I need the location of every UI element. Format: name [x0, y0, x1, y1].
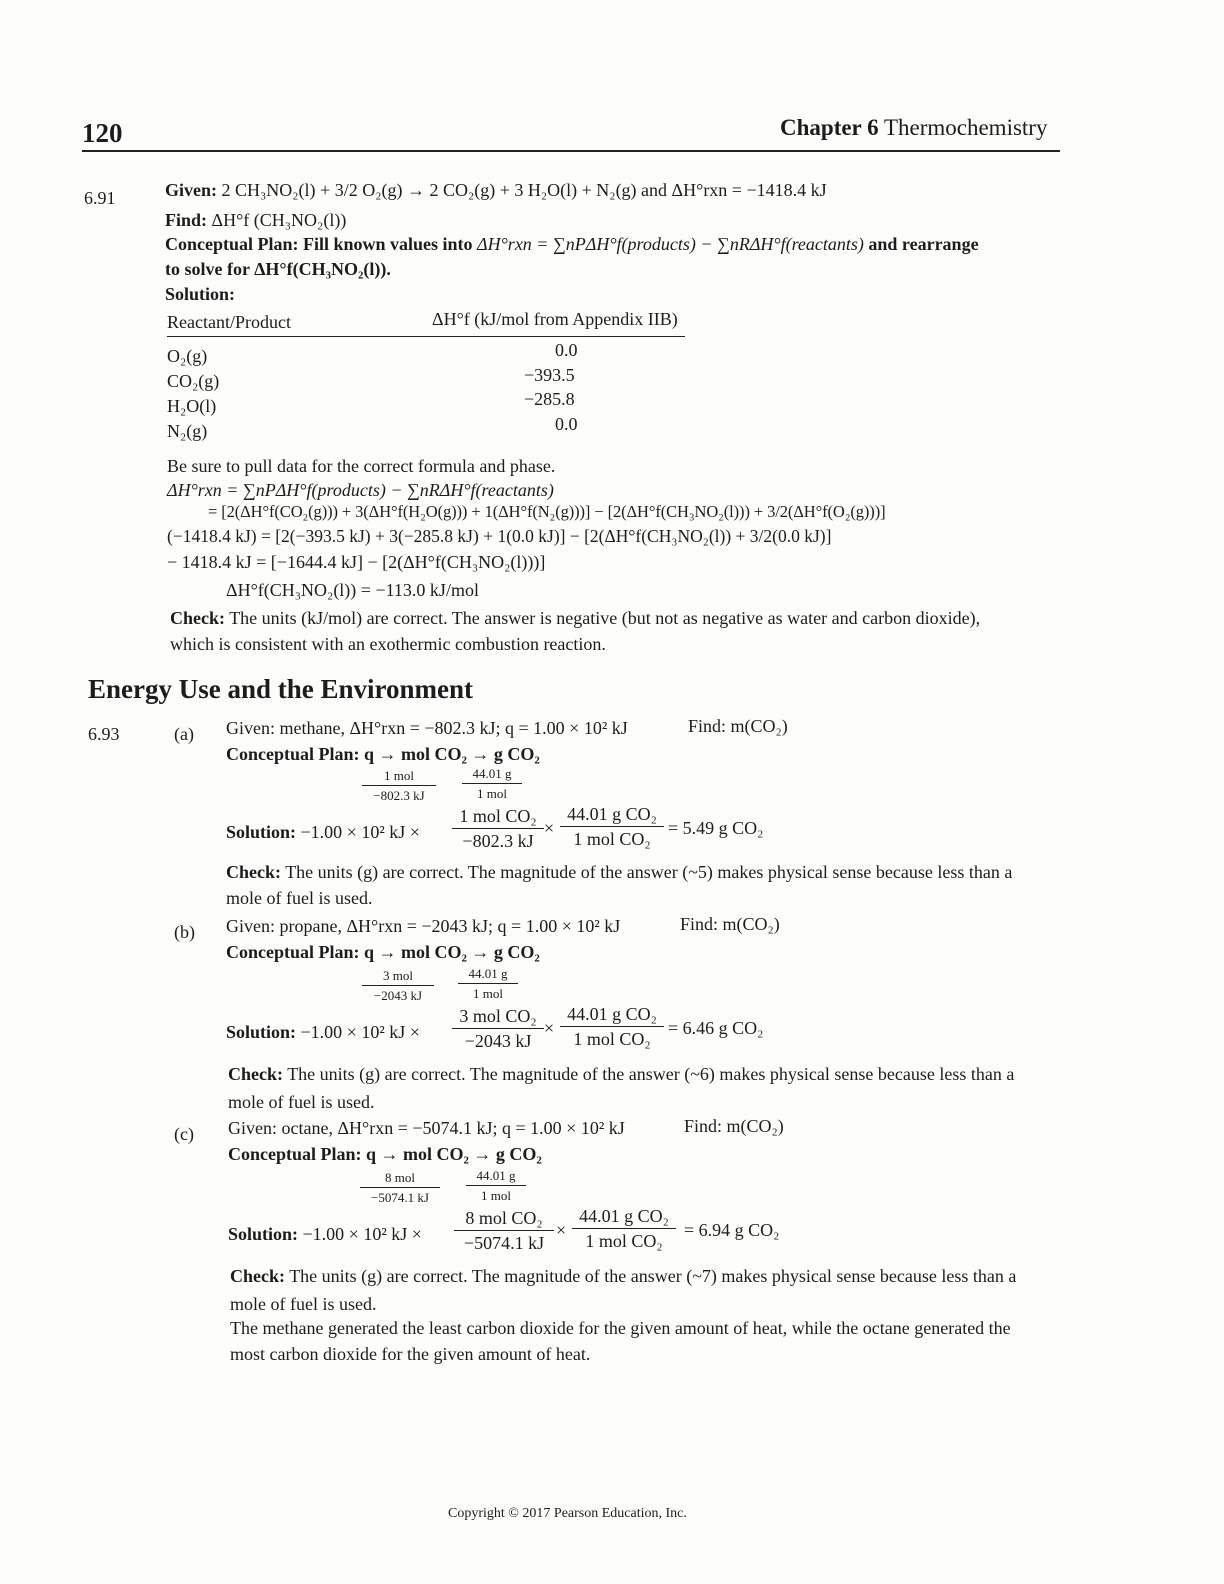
frac-denominator: −802.3 kJ — [373, 788, 425, 803]
table-row-value: 0.0 — [555, 340, 578, 360]
table-row-species: O₂(g) — [167, 346, 208, 366]
frac-denominator: −802.3 kJ — [462, 831, 534, 851]
frac-numerator: 1 mol — [362, 768, 436, 786]
frac-denominator: −5074.1 kJ — [371, 1190, 429, 1205]
part-c-plan: Conceptual Plan: q → mol CO₂ → g CO₂ — [228, 1144, 542, 1164]
page-number: 120 — [82, 118, 123, 148]
part-b-result: = 6.46 g CO₂ — [668, 1018, 764, 1038]
check-line-691 — [170, 608, 980, 629]
check-label: Check: — [226, 862, 281, 882]
frac-numerator: 44.01 g CO₂ — [560, 804, 664, 827]
part-a-result: = 5.49 g CO₂ — [668, 818, 764, 838]
equation-line-1: ΔH°rxn = ∑nPΔH°f(products) − ∑nRΔH°f(reactants) — [167, 480, 554, 500]
frac-numerator: 3 mol CO₂ — [452, 1006, 544, 1029]
table-header-enthalpy: ΔH°f (kJ/mol from Appendix IIB) — [432, 309, 678, 329]
part-a-plan: Conceptual Plan: q → mol CO₂ → g CO₂ — [226, 744, 540, 764]
frac-denominator: 1 mol CO₂ — [573, 1029, 651, 1049]
part-a-check-2: mole of fuel is used. — [226, 888, 373, 908]
part-b-conversion-factor-2 — [458, 966, 518, 1002]
frac-denominator: −2043 kJ — [464, 1031, 532, 1051]
solution-lead: −1.00 × 10² kJ × — [302, 1224, 422, 1244]
solution-label: Solution: — [165, 284, 236, 304]
equation-line-3: (−1418.4 kJ) = [2(−393.5 kJ) + 3(−285.8 kJ) + 1(0.0 kJ)] − [2(ΔH°f(CH₃NO₂(l)) + 3/2(0.0 kJ)] — [167, 526, 832, 546]
chapter-title: Thermochemistry — [883, 115, 1048, 140]
part-b-check — [228, 1064, 1014, 1085]
frac-numerator: 8 mol CO₂ — [454, 1208, 554, 1231]
equation-line-5: ΔH°f(CH₃NO₂(l)) = −113.0 kJ/mol — [226, 580, 479, 600]
problem-number-691: 6.91 — [84, 188, 116, 208]
check-line-691-2: which is consistent with an exothermic combustion reaction. — [170, 634, 606, 654]
frac-numerator: 44.01 g — [466, 1168, 526, 1186]
check-text: The units (g) are correct. The magnitude of the answer (~6) makes physical sense because less than a — [287, 1064, 1015, 1084]
table-rule — [167, 336, 685, 337]
frac-numerator: 44.01 g CO₂ — [560, 1004, 664, 1027]
copyright-footer: Copyright © 2017 Pearson Education, Inc. — [448, 1506, 687, 1521]
frac-denominator: 1 mol — [481, 1188, 511, 1203]
part-a-given: Given: methane, ΔH°rxn = −802.3 kJ; q = 1.00 × 10² kJ — [226, 718, 628, 738]
table-row-species: N₂(g) — [167, 421, 208, 441]
given-equation: 2 CH₃NO₂(l) + 3/2 O₂(g) → 2 CO₂(g) + 3 H₂O(l) + N₂(g) and ΔH°rxn = −1418.4 kJ — [221, 180, 827, 200]
part-c-conversion-factor-2 — [466, 1168, 526, 1204]
solution-lead: −1.00 × 10² kJ × — [300, 822, 420, 842]
find-label: Find: — [165, 210, 208, 230]
part-letter-a: (a) — [174, 724, 194, 744]
part-b-plan: Conceptual Plan: q → mol CO₂ → g CO₂ — [226, 942, 540, 962]
part-letter-c: (c) — [174, 1124, 194, 1144]
part-c-check-2: mole of fuel is used. — [230, 1294, 377, 1314]
part-c-find: Find: m(CO₂) — [684, 1116, 784, 1136]
find-text: ΔH°f (CH₃NO₂(l)) — [211, 210, 347, 230]
frac-numerator: 3 mol — [362, 968, 434, 986]
frac-numerator: 44.01 g — [458, 966, 518, 984]
section-title: Energy Use and the Environment — [88, 674, 474, 704]
frac-denominator: 1 mol — [473, 986, 503, 1001]
part-a-conversion-factor-2 — [462, 766, 522, 802]
check-label: Check: — [170, 608, 225, 628]
plan-tail: and rearrange — [868, 234, 979, 254]
times-sign: × — [544, 1018, 555, 1038]
given-label: Given: — [165, 180, 217, 200]
equation-line-4: − 1418.4 kJ = [−1644.4 kJ] − [2(ΔH°f(CH₃NO₂(l)))] — [167, 552, 546, 572]
solution-label: Solution: — [226, 1022, 297, 1042]
frac-numerator: 44.01 g CO₂ — [572, 1206, 676, 1229]
part-c-conversion-factor-1 — [360, 1170, 440, 1206]
part-b-given: Given: propane, ΔH°rxn = −2043 kJ; q = 1.00 × 10² kJ — [226, 916, 621, 936]
table-header-species: Reactant/Product — [167, 312, 291, 332]
part-a-check — [226, 862, 1012, 883]
header-rule — [82, 150, 1060, 152]
table-row-value: −285.8 — [524, 389, 575, 409]
frac-denominator: 1 mol CO₂ — [585, 1231, 663, 1251]
check-text: The units (g) are correct. The magnitude of the answer (~5) makes physical sense because less than a — [285, 862, 1013, 882]
part-b-solution — [226, 1022, 420, 1043]
check-text: The units (kJ/mol) are correct. The answer is negative (but not as negative as water and carbon dioxide), — [229, 608, 981, 628]
solution-label: Solution: — [226, 822, 297, 842]
solution-label: Solution: — [228, 1224, 299, 1244]
times-sign: × — [544, 818, 555, 838]
equation-line-2: = [2(ΔH°f(CO₂(g))) + 3(ΔH°f(H₂O(g))) + 1(ΔH°f(N₂(g)))] − [2(ΔH°f(CH₃NO₂(l))) + 3/2(ΔH°f(O₂(g)))] — [208, 502, 886, 521]
part-c-check — [230, 1266, 1016, 1287]
part-c-result: = 6.94 g CO₂ — [684, 1220, 780, 1240]
frac-denominator: −2043 kJ — [373, 988, 423, 1003]
table-row-species: H₂O(l) — [167, 396, 217, 416]
part-c-fraction-1 — [454, 1208, 554, 1254]
part-letter-b: (b) — [174, 922, 195, 942]
part-a-solution — [226, 822, 420, 843]
given-line — [165, 180, 827, 201]
part-c-solution — [228, 1224, 422, 1245]
chapter-heading — [780, 115, 1047, 141]
frac-numerator: 44.01 g — [462, 766, 522, 784]
part-a-find: Find: m(CO₂) — [688, 716, 788, 736]
solution-lead: −1.00 × 10² kJ × — [300, 1022, 420, 1042]
table-row-value: 0.0 — [555, 414, 578, 434]
chapter-label: Chapter 6 — [780, 115, 879, 140]
problem-number-693: 6.93 — [88, 724, 120, 744]
part-c-given: Given: octane, ΔH°rxn = −5074.1 kJ; q = 1.00 × 10² kJ — [228, 1118, 625, 1138]
plan-label: Conceptual Plan: Fill known values into — [165, 234, 473, 254]
frac-denominator: −5074.1 kJ — [463, 1233, 545, 1253]
table-row-species: CO₂(g) — [167, 371, 220, 391]
part-c-fraction-2 — [572, 1206, 676, 1252]
part-b-find: Find: m(CO₂) — [680, 914, 780, 934]
part-b-fraction-2 — [560, 1004, 664, 1050]
check-label: Check: — [228, 1064, 283, 1084]
part-a-fraction-2 — [560, 804, 664, 850]
times-sign: × — [556, 1220, 567, 1240]
plan-equation: ΔH°rxn = ∑nPΔH°f(products) − ∑nRΔH°f(reactants) — [477, 234, 864, 254]
frac-denominator: 1 mol — [477, 786, 507, 801]
plan-line-2: to solve for ΔH°f(CH₃NO₂(l)). — [165, 259, 391, 279]
plan-line — [165, 234, 979, 255]
part-a-fraction-1 — [452, 806, 544, 852]
part-b-conversion-factor-1 — [362, 968, 434, 1004]
frac-numerator: 8 mol — [360, 1170, 440, 1188]
check-label: Check: — [230, 1266, 285, 1286]
conclusion-line-1: The methane generated the least carbon dioxide for the given amount of heat, while the octane generated the — [230, 1318, 1011, 1338]
find-line — [165, 210, 346, 231]
frac-denominator: 1 mol CO₂ — [573, 829, 651, 849]
check-text: The units (g) are correct. The magnitude of the answer (~7) makes physical sense because less than a — [289, 1266, 1017, 1286]
table-row-value: −393.5 — [524, 365, 575, 385]
part-a-conversion-factor-1 — [362, 768, 436, 804]
phase-note: Be sure to pull data for the correct formula and phase. — [167, 456, 556, 476]
frac-numerator: 1 mol CO₂ — [452, 806, 544, 829]
part-b-check-2: mole of fuel is used. — [228, 1092, 375, 1112]
conclusion-line-2: most carbon dioxide for the given amount of heat. — [230, 1344, 591, 1364]
part-b-fraction-1 — [452, 1006, 544, 1052]
